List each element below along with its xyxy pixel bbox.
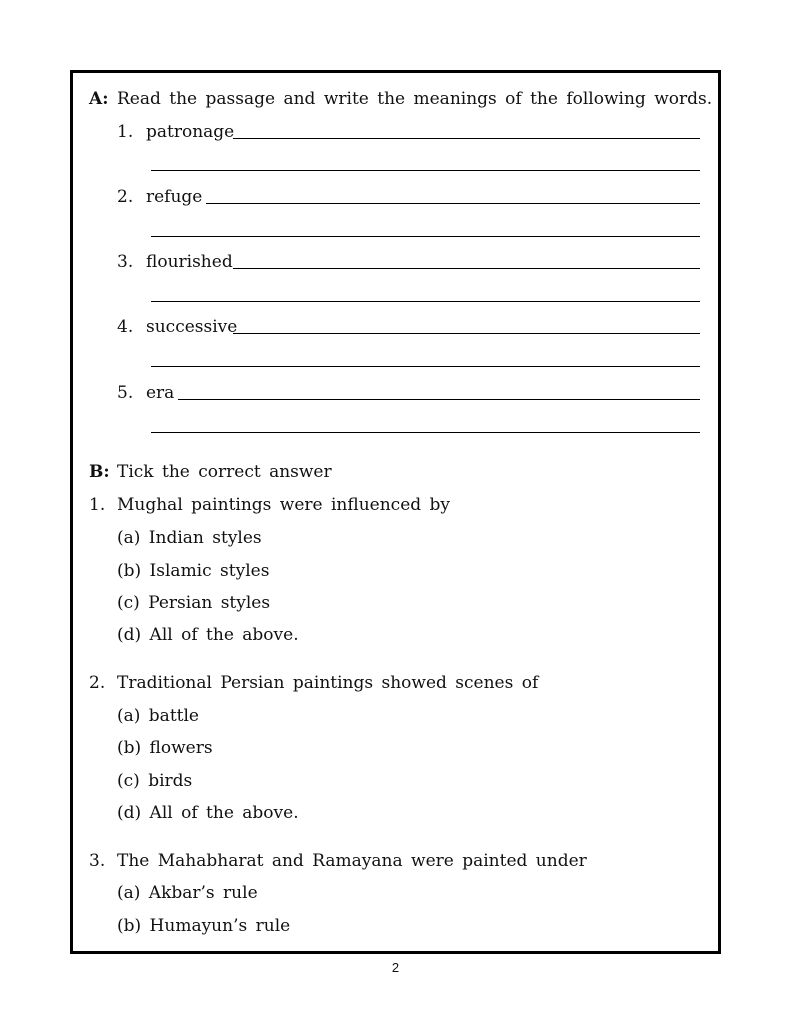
question-text: Traditional Persian paintings showed scenes of [117,673,539,693]
question-text: The Mahabharat and Ramayana were painted under [117,851,587,871]
item-number: 4. [117,317,134,337]
vocab-word-patronage: patronage [146,122,235,142]
answer-option[interactable]: (c) birds [117,771,193,791]
answer-line[interactable] [233,333,700,334]
answer-line[interactable] [233,268,700,269]
item-number: 5. [117,383,134,403]
answer-option[interactable]: (b) Humayun’s rule [117,916,291,936]
answer-line[interactable] [151,301,700,302]
question-number: 2. [89,673,106,693]
item-number: 2. [117,187,134,207]
answer-option[interactable]: (b) flowers [117,738,213,758]
page-number: 2 [391,960,400,975]
answer-option[interactable]: (d) All of the above. [117,625,299,645]
vocab-word-successive: successive [146,317,238,337]
vocab-word-flourished: flourished [146,252,233,272]
vocab-word-refuge: refuge [146,187,203,207]
answer-option[interactable]: (a) battle [117,706,199,726]
answer-option[interactable]: (a) Indian styles [117,528,262,548]
answer-line[interactable] [178,399,700,400]
answer-line[interactable] [151,170,700,171]
answer-line[interactable] [151,236,700,237]
section-b-instruction: Tick the correct answer [117,462,332,482]
answer-option[interactable]: (a) Akbar’s rule [117,883,258,903]
item-number: 1. [117,122,134,142]
section-a-instruction: Read the passage and write the meanings of the following words. [117,89,713,109]
question-text: Mughal paintings were influenced by [117,495,451,515]
answer-line[interactable] [151,366,700,367]
answer-line[interactable] [206,203,700,204]
question-number: 3. [89,851,106,871]
vocab-word-era: era [146,383,175,403]
answer-option[interactable]: (c) Persian styles [117,593,271,613]
answer-option[interactable]: (d) All of the above. [117,803,299,823]
question-number: 1. [89,495,106,515]
answer-line[interactable] [233,138,700,139]
answer-line[interactable] [151,432,700,433]
item-number: 3. [117,252,134,272]
section-a-label: A: [89,89,109,109]
answer-option[interactable]: (b) Islamic styles [117,561,270,581]
section-b-label: B: [89,462,110,482]
